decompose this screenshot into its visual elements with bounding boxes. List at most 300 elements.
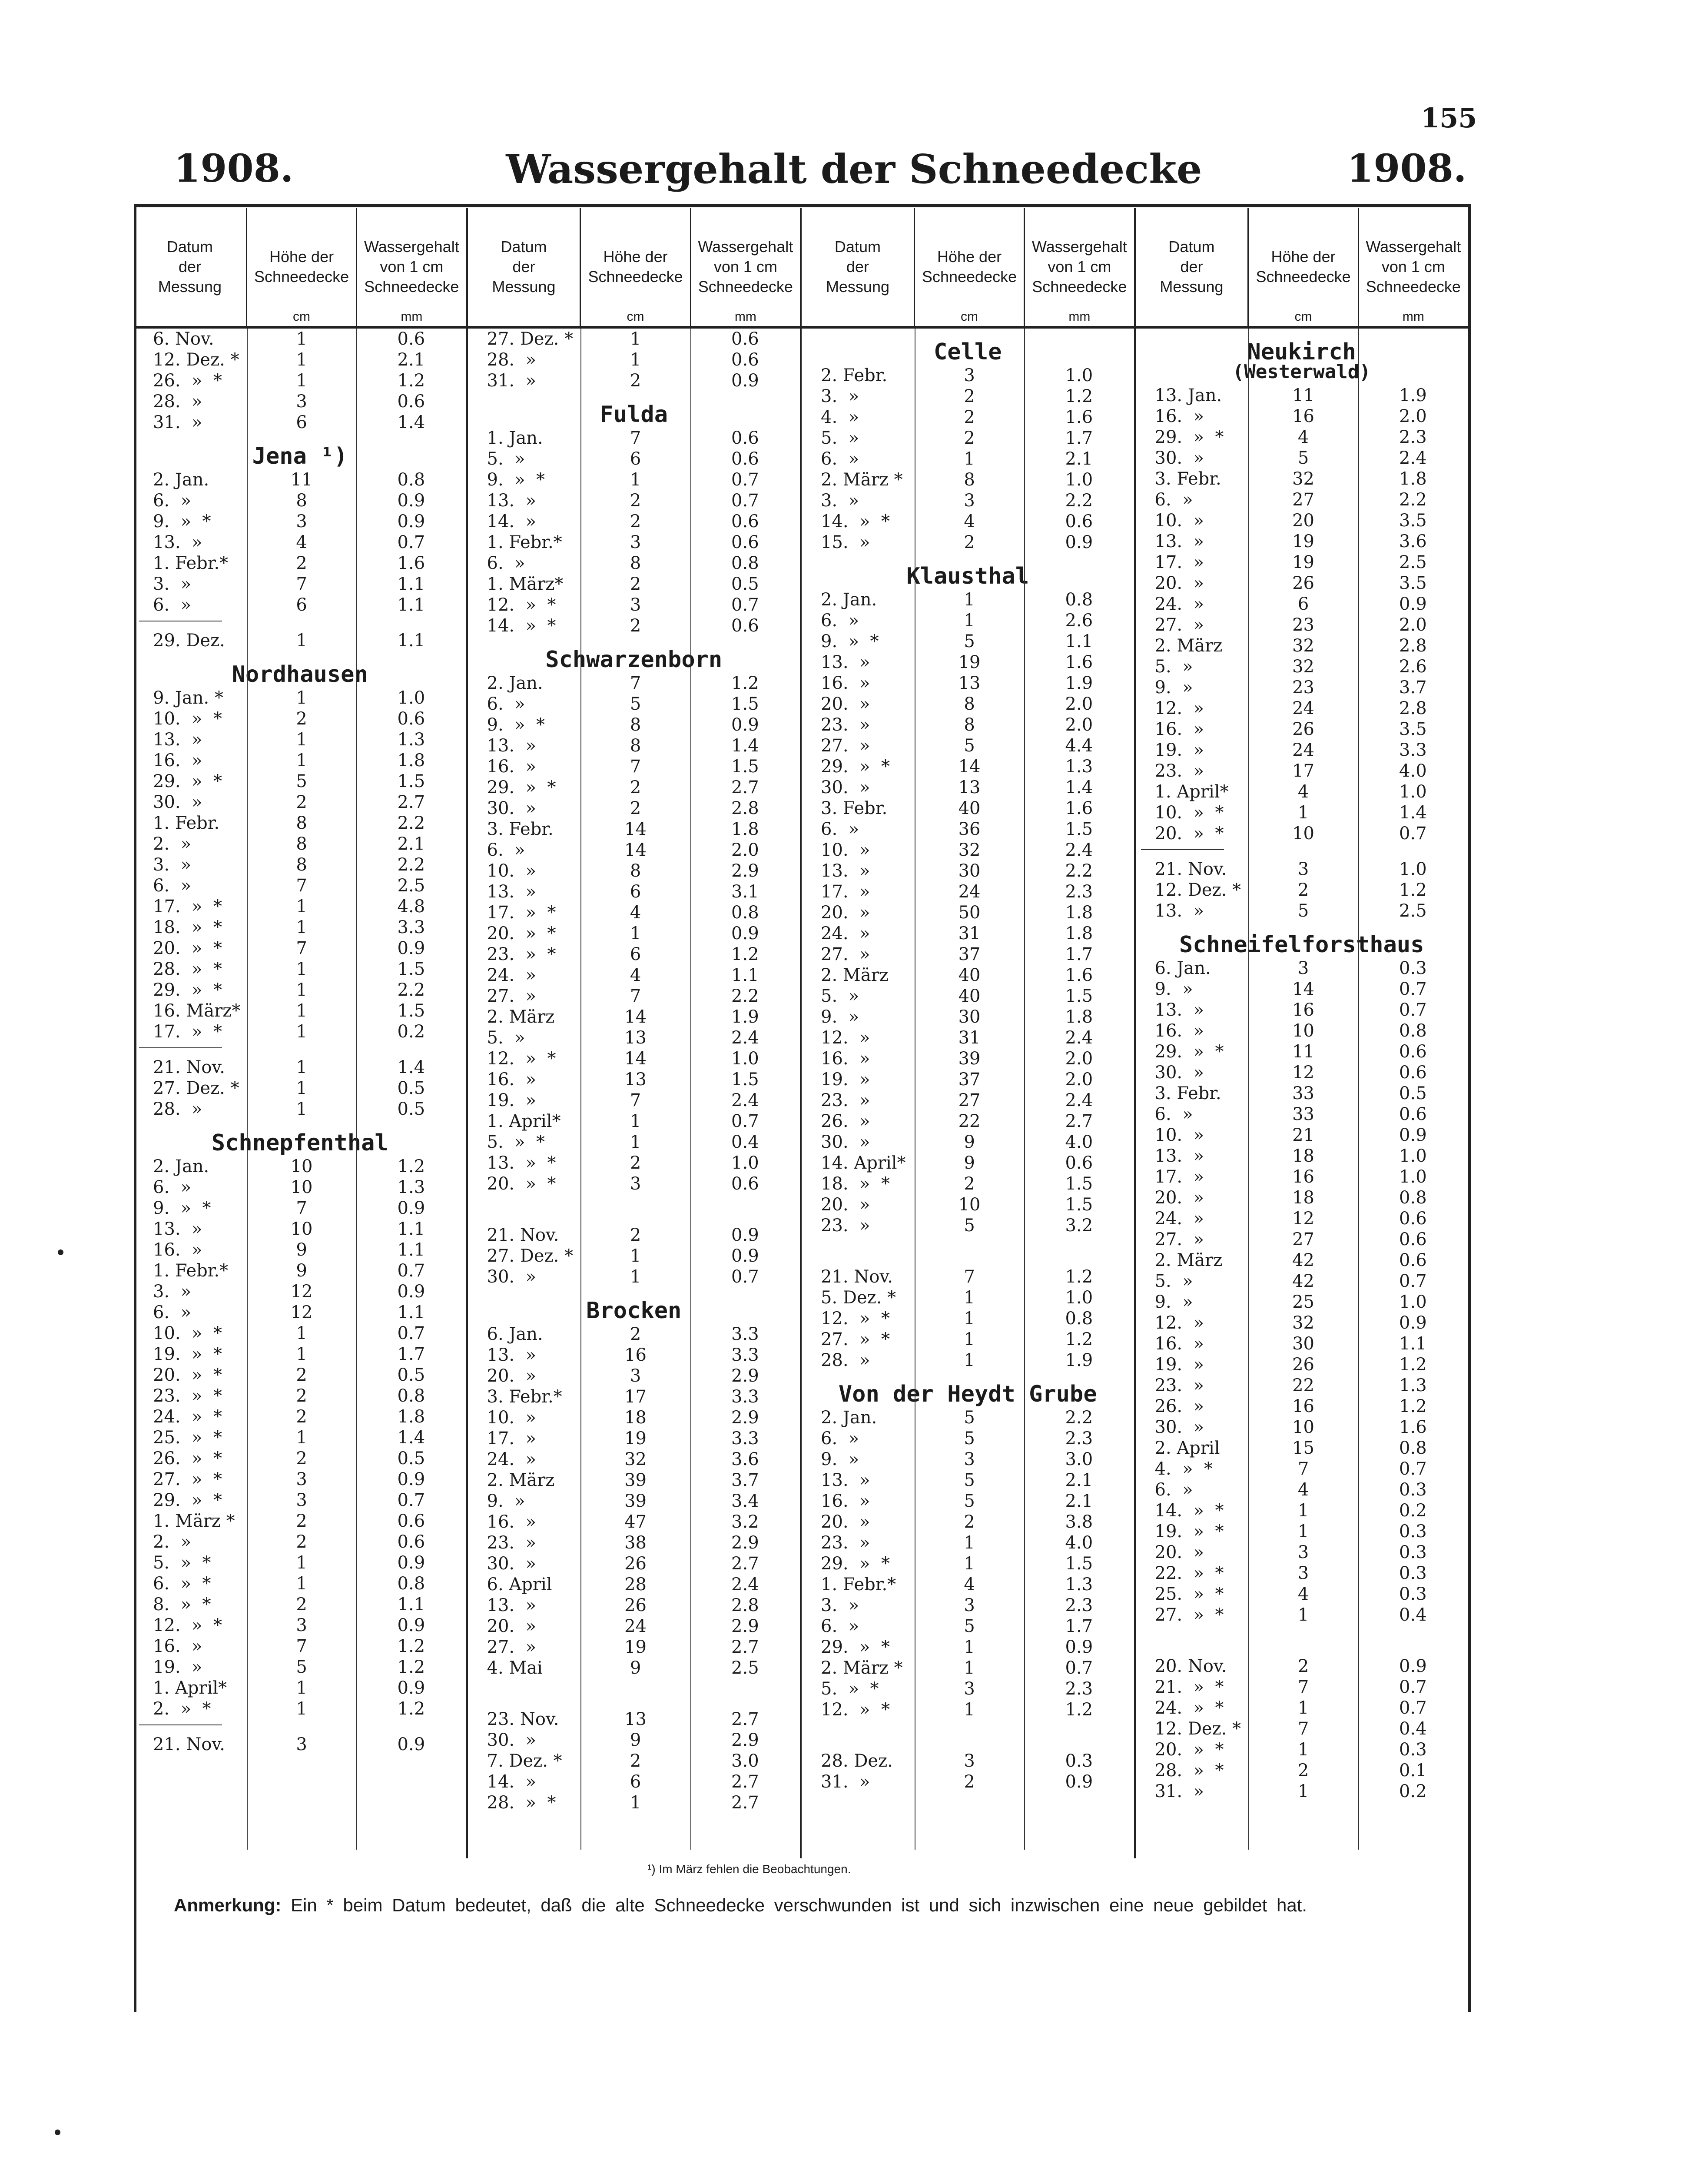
date-cell: 17. »	[1154, 552, 1204, 572]
date-cell: 13. »	[487, 882, 537, 902]
table-row	[134, 553, 466, 574]
table-row	[468, 1512, 800, 1532]
header-date-line: Datum	[166, 237, 213, 256]
water-cell: 2.9	[731, 1533, 759, 1553]
height-cell: 1	[630, 1793, 641, 1813]
table-row	[468, 1574, 800, 1595]
water-cell: 0.9	[731, 924, 759, 944]
water-cell: 0.7	[1399, 1677, 1427, 1697]
height-cell: 1	[630, 924, 641, 944]
date-cell: 12. » *	[487, 595, 556, 615]
header-water-line: Schneedecke	[698, 278, 793, 296]
height-cell: 2	[964, 532, 975, 552]
water-cell: 1.1	[397, 631, 425, 651]
date-cell: 29. » *	[821, 1554, 890, 1574]
table-row	[802, 923, 1134, 944]
table-row	[1136, 1718, 1468, 1739]
date-cell: 6. »	[821, 819, 859, 839]
height-cell: 3	[296, 1615, 307, 1635]
date-cell: 29. » *	[487, 777, 556, 797]
water-cell: 2.7	[731, 777, 759, 797]
height-cell: 1	[296, 631, 307, 651]
height-cell: 26	[624, 1554, 647, 1574]
water-cell: 1.5	[731, 1070, 759, 1090]
date-cell: 21. Nov.	[153, 1734, 225, 1754]
date-cell: 3. Febr.*	[487, 1387, 562, 1407]
table-row	[802, 1512, 1134, 1532]
date-cell: 9. »	[1154, 979, 1193, 999]
date-cell: 5. » *	[487, 1132, 545, 1152]
height-cell: 17	[1292, 761, 1315, 781]
height-cell: 37	[958, 944, 981, 964]
height-cell: 7	[964, 1267, 975, 1287]
height-cell: 1	[964, 1554, 975, 1574]
date-cell: 3. Febr.	[487, 819, 554, 839]
table-row	[134, 1469, 466, 1490]
water-cell: 2.4	[731, 1028, 759, 1048]
height-cell: 3	[964, 491, 975, 511]
date-cell: 3. Febr.	[1154, 469, 1221, 489]
water-cell: 2.2	[397, 855, 425, 875]
date-cell: 29. » *	[153, 980, 222, 1000]
table-row	[134, 1239, 466, 1260]
height-cell: 31	[958, 924, 981, 944]
table-row	[468, 735, 800, 756]
height-cell: 1	[296, 1344, 307, 1364]
height-cell: 4	[296, 532, 307, 552]
table-row	[468, 1595, 800, 1616]
date-cell: 19. » *	[1154, 1522, 1224, 1542]
table-row	[134, 1281, 466, 1302]
header-date-line: der	[1180, 257, 1203, 276]
water-cell: 1.0	[397, 688, 425, 708]
water-cell: 3.7	[731, 1470, 759, 1490]
date-cell: 5. » *	[153, 1553, 211, 1573]
date-cell: 20. »	[487, 1616, 537, 1636]
height-cell: 9	[630, 1658, 641, 1678]
section-gap	[468, 1678, 800, 1709]
table-row	[468, 1553, 800, 1574]
table-row	[134, 1365, 466, 1386]
table-row	[1136, 1739, 1468, 1760]
water-cell: 0.8	[731, 903, 759, 923]
water-cell: 3.0	[731, 1751, 759, 1771]
height-cell: 1	[964, 1658, 975, 1678]
water-cell: 0.9	[397, 1734, 425, 1754]
date-cell: 20. » *	[1154, 1740, 1224, 1760]
height-cell: 1	[630, 350, 641, 370]
table-row	[802, 589, 1134, 610]
header-date-line: Messung	[826, 278, 889, 296]
height-cell: 8	[630, 553, 641, 573]
height-cell: 2	[296, 709, 307, 729]
height-cell: 14	[624, 1049, 647, 1069]
footnote: ¹) Im März fehlen die Beobachtungen.	[647, 1862, 851, 1876]
date-cell: 27. »	[821, 736, 870, 756]
height-cell: 3	[1297, 958, 1309, 978]
date-cell: 6. »	[487, 553, 525, 573]
height-cell: 2	[296, 1595, 307, 1615]
height-cell: 31	[958, 1028, 981, 1048]
header-water-unit: mm	[1402, 309, 1424, 324]
height-cell: 2	[630, 1751, 641, 1771]
water-cell: 0.9	[397, 938, 425, 958]
table-row	[134, 412, 466, 433]
water-cell: 2.6	[1065, 611, 1093, 631]
water-cell: 2.7	[731, 1554, 759, 1574]
height-cell: 11	[1292, 385, 1315, 405]
header-water-line: von 1 cm	[1381, 257, 1445, 276]
water-cell: 2.2	[1065, 1408, 1093, 1428]
table-row	[1136, 719, 1468, 740]
height-cell: 12	[290, 1282, 313, 1302]
height-cell: 1	[1297, 1781, 1309, 1801]
table-row	[1136, 1125, 1468, 1146]
height-cell: 22	[958, 1111, 981, 1131]
table-row	[802, 449, 1134, 469]
water-cell: 1.8	[1065, 924, 1093, 944]
table-row	[468, 902, 800, 923]
water-cell: 0.5	[397, 1365, 425, 1385]
date-cell: 14. »	[487, 512, 537, 532]
water-cell: 1.2	[1399, 1355, 1427, 1375]
water-cell: 0.9	[397, 1282, 425, 1302]
header-date-line: Messung	[492, 278, 556, 296]
water-cell: 0.7	[397, 1323, 425, 1343]
date-cell: 6. »	[153, 1177, 192, 1197]
table-row	[802, 1007, 1134, 1027]
height-cell: 1	[296, 1001, 307, 1021]
table-row	[134, 1490, 466, 1511]
water-cell: 0.5	[397, 1099, 425, 1119]
water-cell: 0.7	[1399, 1271, 1427, 1291]
date-cell: 6. Jan.	[487, 1324, 543, 1344]
date-cell: 20. » *	[487, 924, 556, 944]
header-height-unit: cm	[961, 309, 978, 324]
table-row	[468, 1616, 800, 1637]
table-top-rule	[134, 204, 1468, 207]
table-row	[468, 532, 800, 553]
height-cell: 27	[1292, 1229, 1315, 1249]
table-row	[468, 714, 800, 735]
date-cell: 6. »	[153, 876, 192, 896]
height-cell: 9	[964, 1132, 975, 1152]
height-cell: 30	[1292, 1334, 1315, 1354]
date-cell: 2. Febr.	[821, 365, 888, 385]
water-cell: 2.7	[731, 1793, 759, 1813]
header-height-unit: cm	[1294, 309, 1312, 324]
date-cell: 14. » *	[821, 512, 890, 532]
date-cell: 6. »	[821, 1616, 859, 1636]
water-cell: 1.5	[397, 771, 425, 791]
water-cell: 0.5	[397, 1449, 425, 1469]
height-cell: 1	[1297, 1698, 1309, 1718]
date-cell: 31. »	[153, 412, 202, 432]
height-cell: 32	[1292, 469, 1315, 489]
station-heading: Von der Heydt Grube	[838, 1381, 1097, 1407]
table-row	[1136, 900, 1468, 921]
water-cell: 0.5	[731, 574, 759, 594]
date-cell: 14. April*	[821, 1153, 906, 1173]
water-cell: 2.5	[1399, 901, 1427, 921]
height-cell: 5	[296, 771, 307, 791]
water-cell: 2.4	[1065, 1028, 1093, 1048]
date-cell: 6. Nov.	[153, 329, 214, 349]
date-cell: 23. Nov.	[487, 1709, 559, 1729]
water-cell: 0.9	[397, 1615, 425, 1635]
water-cell: 1.1	[1065, 631, 1093, 651]
height-cell: 1	[964, 1329, 975, 1349]
height-cell: 1	[296, 1323, 307, 1343]
table-row	[802, 386, 1134, 407]
height-cell: 8	[630, 861, 641, 881]
table-row	[468, 1491, 800, 1512]
height-cell: 2	[630, 798, 641, 818]
height-cell: 8	[630, 715, 641, 735]
height-cell: 33	[1292, 1083, 1315, 1103]
water-cell: 2.2	[731, 986, 759, 1006]
table-row	[1136, 958, 1468, 979]
date-cell: 30. »	[487, 798, 537, 818]
date-cell: 26. » *	[153, 1449, 222, 1469]
water-cell: 0.7	[397, 532, 425, 552]
table-row	[1136, 1333, 1468, 1354]
water-cell: 0.6	[731, 1174, 759, 1194]
annotation	[174, 1895, 1307, 1916]
water-cell: 0.6	[731, 616, 759, 636]
table-row	[1136, 1041, 1468, 1062]
height-cell: 1	[296, 1678, 307, 1698]
height-cell: 1	[1297, 1740, 1309, 1760]
header-water-line: Wassergehalt	[364, 237, 459, 256]
table-row	[802, 1771, 1134, 1792]
height-cell: 3	[296, 512, 307, 532]
date-cell: 17. »	[1154, 1167, 1204, 1187]
height-cell: 5	[964, 1429, 975, 1449]
date-cell: 24. »	[1154, 594, 1204, 614]
header-date-line: der	[512, 257, 535, 276]
height-cell: 16	[1292, 406, 1315, 426]
date-cell: 6. »	[153, 595, 192, 615]
header-date	[134, 208, 246, 326]
header-date-line: Datum	[834, 237, 881, 256]
height-cell: 4	[964, 512, 975, 532]
table-row	[134, 708, 466, 729]
water-cell: 2.9	[731, 1730, 759, 1750]
date-cell: 16. »	[153, 1240, 202, 1260]
table-row	[802, 652, 1134, 673]
date-cell: 2. Jan.	[153, 1156, 209, 1176]
date-cell: 5. »	[821, 428, 859, 448]
height-cell: 40	[958, 986, 981, 1006]
water-cell: 1.6	[1399, 1417, 1427, 1437]
height-cell: 4	[1297, 427, 1309, 447]
height-cell: 1	[296, 1078, 307, 1098]
height-cell: 11	[1292, 1042, 1315, 1062]
date-cell: 23. » *	[153, 1386, 222, 1406]
table-row	[1136, 781, 1468, 802]
table-row	[468, 329, 800, 349]
table-row	[1136, 1563, 1468, 1584]
water-cell: 1.0	[731, 1153, 759, 1173]
height-cell: 2	[630, 574, 641, 594]
date-cell: 3. »	[153, 855, 192, 875]
water-cell: 1.5	[1065, 1195, 1093, 1215]
table-row	[1136, 698, 1468, 719]
water-cell: 2.7	[731, 1772, 759, 1792]
date-cell: 10. »	[487, 861, 537, 881]
table-row	[134, 688, 466, 708]
water-cell: 1.2	[1399, 1396, 1427, 1416]
date-cell: 1. März*	[487, 574, 564, 594]
date-cell: 20. »	[1154, 1188, 1204, 1208]
table-row	[802, 1595, 1134, 1616]
date-cell: 23. »	[1154, 1376, 1204, 1396]
water-cell: 0.2	[1399, 1501, 1427, 1521]
section-separator	[1141, 849, 1224, 850]
station-heading: Schwarzenborn	[545, 647, 723, 673]
water-cell: 2.0	[1065, 715, 1093, 735]
section-gap	[802, 1720, 1134, 1751]
water-cell: 1.4	[397, 1057, 425, 1077]
water-cell: 0.8	[1065, 1309, 1093, 1329]
height-cell: 5	[964, 1216, 975, 1236]
header-water	[691, 208, 800, 326]
date-cell: 1. April*	[153, 1678, 227, 1698]
header-water	[357, 208, 466, 326]
date-cell: 20. »	[1154, 1542, 1204, 1562]
table-row	[1136, 1104, 1468, 1125]
table-row	[1136, 1166, 1468, 1187]
table-row	[802, 1574, 1134, 1595]
height-cell: 42	[1292, 1250, 1315, 1270]
water-cell: 1.6	[397, 553, 425, 573]
date-cell: 13. »	[487, 491, 537, 511]
height-cell: 9	[964, 1153, 975, 1173]
date-cell: 20. » *	[487, 1174, 556, 1194]
table-row	[468, 1324, 800, 1345]
date-cell: 10. » *	[153, 1323, 222, 1343]
table-row	[802, 1266, 1134, 1287]
water-cell: 2.0	[1399, 406, 1427, 426]
height-cell: 3	[1297, 1563, 1309, 1583]
water-cell: 3.6	[1399, 532, 1427, 552]
table-row	[1136, 635, 1468, 656]
table-row	[468, 1132, 800, 1153]
date-cell: 28. » *	[487, 1793, 556, 1813]
water-cell: 0.7	[1399, 824, 1427, 844]
table-row	[134, 329, 466, 349]
table-row	[802, 694, 1134, 714]
height-cell: 7	[630, 673, 641, 693]
height-cell: 1	[1297, 1605, 1309, 1625]
date-cell: 6. April	[487, 1575, 552, 1595]
height-cell: 1	[296, 959, 307, 979]
water-cell: 0.6	[1399, 1042, 1427, 1062]
table-row	[468, 798, 800, 819]
water-cell: 0.6	[397, 392, 425, 412]
table-row	[134, 834, 466, 854]
height-cell: 19	[958, 652, 981, 672]
height-cell: 13	[958, 673, 981, 693]
table-row	[134, 1021, 466, 1042]
height-cell: 8	[296, 813, 307, 833]
height-cell: 2	[296, 792, 307, 812]
date-cell: 5. »	[487, 449, 525, 469]
water-cell: 0.8	[1065, 590, 1093, 610]
date-cell: 29. » *	[153, 1490, 222, 1510]
header-date	[1136, 208, 1248, 326]
date-cell: 12. »	[821, 1028, 870, 1048]
date-cell: 28. »	[153, 392, 202, 412]
height-cell: 40	[958, 798, 981, 818]
table-row	[134, 1099, 466, 1120]
date-cell: 30. »	[1154, 1063, 1204, 1083]
height-cell: 1	[296, 1428, 307, 1448]
water-cell: 0.9	[397, 512, 425, 532]
date-cell: 25. » *	[1154, 1584, 1224, 1604]
table-row	[134, 792, 466, 813]
date-cell: 16. »	[1154, 1334, 1204, 1354]
table-row	[468, 1007, 800, 1027]
water-cell: 1.5	[397, 959, 425, 979]
date-cell: 27. »	[487, 986, 537, 1006]
date-cell: 1. Febr.*	[153, 1261, 229, 1281]
height-cell: 8	[964, 715, 975, 735]
table-row	[468, 449, 800, 469]
water-cell: 4.4	[1065, 736, 1093, 756]
water-cell: 1.3	[397, 730, 425, 750]
table-row	[802, 1194, 1134, 1215]
height-cell: 5	[296, 1657, 307, 1677]
date-cell: 23. »	[487, 1533, 537, 1553]
section-gap	[468, 1194, 800, 1225]
water-cell: 0.6	[731, 428, 759, 448]
table-row	[134, 1698, 466, 1719]
table-row	[134, 729, 466, 750]
water-cell: 1.7	[397, 1344, 425, 1364]
height-cell: 1	[1297, 803, 1309, 823]
table-row	[802, 944, 1134, 965]
height-cell: 5	[964, 1408, 975, 1428]
date-cell: 28. » *	[1154, 1761, 1224, 1781]
table-row	[1136, 1312, 1468, 1333]
water-cell: 2.1	[1065, 1470, 1093, 1490]
table-row	[802, 881, 1134, 902]
height-cell: 11	[290, 470, 313, 490]
table-row	[802, 1287, 1134, 1308]
table-row	[802, 1048, 1134, 1069]
water-cell: 1.8	[397, 1407, 425, 1427]
date-cell: 5. »	[1154, 657, 1193, 677]
water-cell: 1.7	[1065, 1616, 1093, 1636]
date-cell: 13. »	[153, 730, 202, 750]
height-cell: 1	[296, 371, 307, 391]
date-cell: 9. »	[1154, 1292, 1193, 1312]
date-cell: 13. Jan.	[1154, 385, 1222, 405]
date-cell: 16. »	[1154, 1021, 1204, 1041]
water-cell: 2.1	[397, 834, 425, 854]
date-cell: 16. »	[487, 1512, 537, 1532]
height-cell: 1	[964, 449, 975, 469]
height-cell: 1	[296, 751, 307, 771]
height-cell: 12	[1292, 1209, 1315, 1229]
height-cell: 39	[958, 1049, 981, 1069]
table-row	[802, 1678, 1134, 1699]
date-cell: 4. Mai	[487, 1658, 543, 1678]
date-cell: 29. » *	[1154, 427, 1224, 447]
height-cell: 26	[624, 1595, 647, 1615]
